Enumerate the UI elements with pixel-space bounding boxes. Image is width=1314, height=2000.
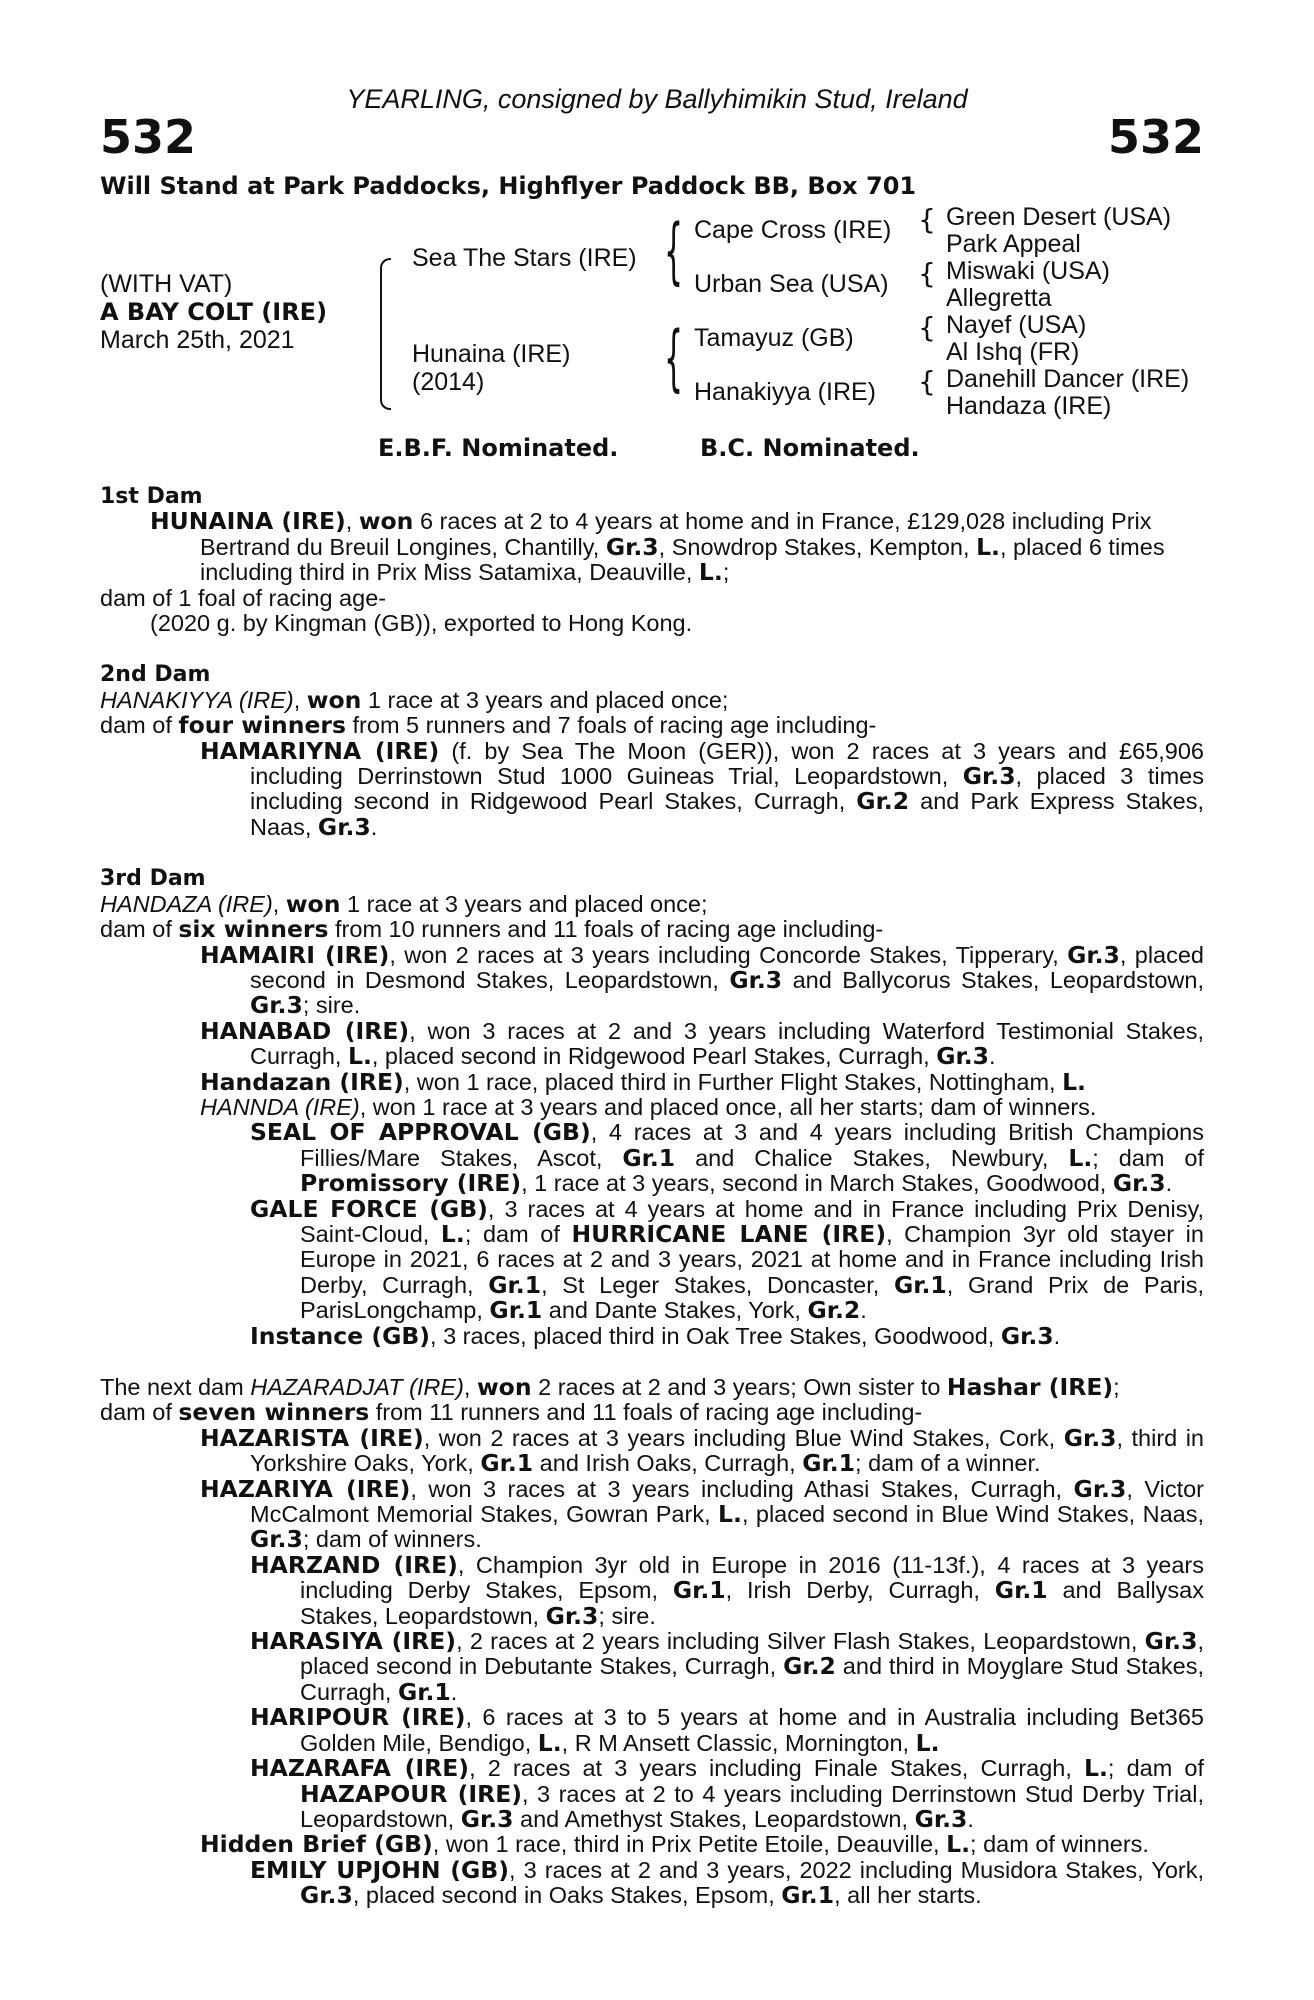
produce-gale-force: GALE FORCE (GB), 3 races at 4 years at home and in France including Prix Denisy, Saint-Cloud, L.; dam of HURRICANE LANE (IRE), Champion 3yr old stayer in Europe in 2021, 6 races at 2 and 3 years, 2021 at home and in France including Irish Derby, Curragh, Gr.1, St Leger Stakes, Doncaster, Gr.1, Grand Prix de Paris, ParisLongchamp, Gr.1 and Dante Stakes, York, Gr.2. [250, 1194, 1204, 1325]
won-label: won [358, 507, 414, 536]
pedigree-bracket [380, 258, 391, 410]
brace-sd: { [918, 257, 936, 290]
produce-harzand: HARZAND (IRE), Champion 3yr old in Europe in 2016 (11-13f.), 4 races at 3 years including Derby Stakes, Epsom, Gr.1, Irish Derby, Curragh, Gr.1 and Ballysax Stakes, Leopardstown, Gr.3; sire. [250, 1550, 1205, 1630]
stand-location: Will Stand at Park Paddocks, Highflyer Paddock BB, Box 701 [100, 172, 917, 200]
produce-hazarafa: HAZARAFA (IRE), 2 races at 3 years including Finale Stakes, Curragh, L.; dam of HAZAPOUR (IRE), 3 races at 2 to 4 years including Derrinstown Stud Derby Trial, Leopardstown, Gr.3 and Amethyst Stakes, Leopardstown, Gr.3. [250, 1754, 1205, 1833]
brace-ds: { [918, 311, 936, 344]
sire-dam: Urban Sea (USA) [694, 270, 889, 298]
produce-haripour: HARIPOUR (IRE), 6 races at 3 to 5 years at home and in Australia including Bet365 Golden Mile, Bendigo, L., R M Ansett Classic, Mornington, L. [250, 1703, 1204, 1757]
lot-number-right: 532 [1107, 110, 1204, 164]
sire-sire: Cape Cross (IRE) [694, 216, 892, 244]
foaling-date: March 25th, 2021 [100, 326, 295, 354]
ds-dam: Al Ishq (FR) [946, 338, 1080, 366]
ss-dam: Park Appeal [946, 230, 1081, 258]
produce-instance: Instance (GB), 3 races, placed third in Oak Tree Stakes, Goodwood, Gr.3. [250, 1321, 1061, 1350]
second-dam-produce: dam of four winners from 5 runners and 7 foals of racing age including- [100, 711, 877, 740]
produce-hidden-brief: Hidden Brief (GB), won 1 race, third in Prix Petite Etoile, Deauville, L.; dam of winners. [200, 1830, 1149, 1859]
first-dam-foals: dam of 1 foal of racing age- [100, 584, 387, 611]
consignment-line: YEARLING, consigned by Ballyhimikin Stud, Ireland [346, 84, 968, 114]
sd-dam: Allegretta [946, 284, 1052, 312]
first-dam-entry: HUNAINA (IRE), won 6 races at 2 to 4 years at home and in France, £129,028 including Prix Bertrand du Breuil Longines, Chantilly, Gr.3, Snowdrop Stakes, Kempton, L., placed 6 times including third in Prix Miss Satamixa, Deauville, L.; [150, 507, 1165, 587]
foal-entry: (2020 g. by Kingman (GB)), exported to Hong Kong. [150, 610, 693, 637]
dd-dam: Handaza (IRE) [946, 392, 1112, 420]
third-dam-entry: HANDAZA (IRE), won 1 race at 3 years and placed once; [100, 889, 708, 918]
catalogue-body [100, 484, 1204, 1909]
produce-hamariyna: HAMARIYNA (IRE) (f. by Sea The Moon (GER)), won 2 races at 3 years and £65,906 including Derrinstown Stud 1000 Guineas Trial, Leopardstown, Gr.3, placed 3 times including second in Ridgewood Pearl Stakes, Curragh, Gr.2 and Park Express Stakes, Naas, Gr.3. [200, 736, 1205, 841]
dd-sire: Danehill Dancer (IRE) [946, 365, 1190, 393]
dam-dam: Hanakiyya (IRE) [694, 378, 876, 406]
sire-name: Sea The Stars (IRE) [412, 244, 637, 272]
vat-note: (WITH VAT) [100, 270, 233, 298]
second-dam-entry: HANAKIYYA (IRE), won 1 race at 3 years and placed once; [100, 685, 729, 714]
dam-name: Hunaina (IRE) [412, 340, 571, 368]
next-dam-produce: dam of seven winners from 11 runners and 11 foals of racing age including- [100, 1398, 923, 1427]
dam-sire: Tamayuz (GB) [694, 324, 854, 352]
colt-name: A BAY COLT (IRE) [100, 298, 328, 326]
lot-number-left: 532 [100, 110, 197, 164]
brace-ss: { [918, 203, 936, 236]
ds-sire: Nayef (USA) [946, 311, 1087, 339]
ss-sire: Green Desert (USA) [946, 203, 1172, 231]
produce-hamairi: HAMAIRI (IRE), won 2 races at 3 years including Concorde Stakes, Tipperary, Gr.3, placed second in Desmond Stakes, Leopardstown, Gr.3 and Ballycorus Stakes, Leopardstown, Gr.3; sire. [200, 940, 1204, 1020]
produce-hazariya: HAZARIYA (IRE), won 3 races at 3 years including Athasi Stakes, Curragh, Gr.3, Victor McCalmont Memorial Stakes, Gowran Park, L., placed second in Blue Wind Stakes, Naas, Gr.3; dam of winners. [200, 1474, 1205, 1554]
dam-year: (2014) [412, 368, 485, 396]
produce-handazan: Handazan (IRE), won 1 race, placed third in Further Flight Stakes, Nottingham, L. [200, 1067, 1086, 1096]
second-dam-heading: 2nd Dam [100, 662, 211, 688]
produce-emily-upjohn: EMILY UPJOHN (GB), 3 races at 2 and 3 years, 2022 including Musidora Stakes, York, Gr.3, placed second in Oaks Stakes, Epsom, Gr.1, all her starts. [250, 1855, 1204, 1910]
third-dam-heading: 3rd Dam [100, 866, 206, 892]
produce-seal-of-approval: SEAL OF APPROVAL (GB), 4 races at 3 and 4 years including British Champions Fillies/Mare Stakes, Ascot, Gr.1 and Chalice Stakes, Newbury, L.; dam of Promissory (IRE), 1 race at 3 years, second in March Stakes, Goodwood, Gr.3. [250, 1118, 1205, 1198]
produce-hanabad: HANABAD (IRE), won 3 races at 2 and 3 years including Waterford Testimonial Stakes, Curragh, L., placed second in Ridgewood Pearl Stakes, Curragh, Gr.3. [200, 1016, 1205, 1071]
produce-harasiya: HARASIYA (IRE), 2 races at 2 years including Silver Flash Stakes, Leopardstown, Gr.3, placed second in Debutante Stakes, Curragh, Gr.2 and third in Moyglare Stud Stakes, Curragh, Gr.1. [250, 1627, 1204, 1706]
brace-dam: { [664, 317, 684, 402]
horse-name: HUNAINA (IRE) [150, 507, 346, 536]
brace-dd: { [918, 365, 936, 398]
next-dam-entry: The next dam HAZARADJAT (IRE), won 2 races at 2 and 3 years; Own sister to Hashar (IRE); [100, 1373, 1120, 1401]
brace-sire: { [664, 210, 684, 295]
ebf-nominated: E.B.F. Nominated. [378, 434, 619, 462]
bc-nominated: B.C. Nominated. [700, 434, 920, 462]
produce-hannda: HANNDA (IRE), won 1 race at 3 years and placed once, all her starts; dam of winners. [200, 1093, 1097, 1120]
first-dam-heading: 1st Dam [100, 484, 203, 509]
third-dam-produce: dam of six winners from 10 runners and 11 foals of racing age including- [100, 915, 884, 944]
produce-hazarista: HAZARISTA (IRE), won 2 races at 3 years including Blue Wind Stakes, Cork, Gr.3, third in Yorkshire Oaks, York, Gr.1 and Irish Oaks, Curragh, Gr.1; dam of a winner. [200, 1423, 1204, 1478]
sd-sire: Miswaki (USA) [946, 257, 1110, 285]
